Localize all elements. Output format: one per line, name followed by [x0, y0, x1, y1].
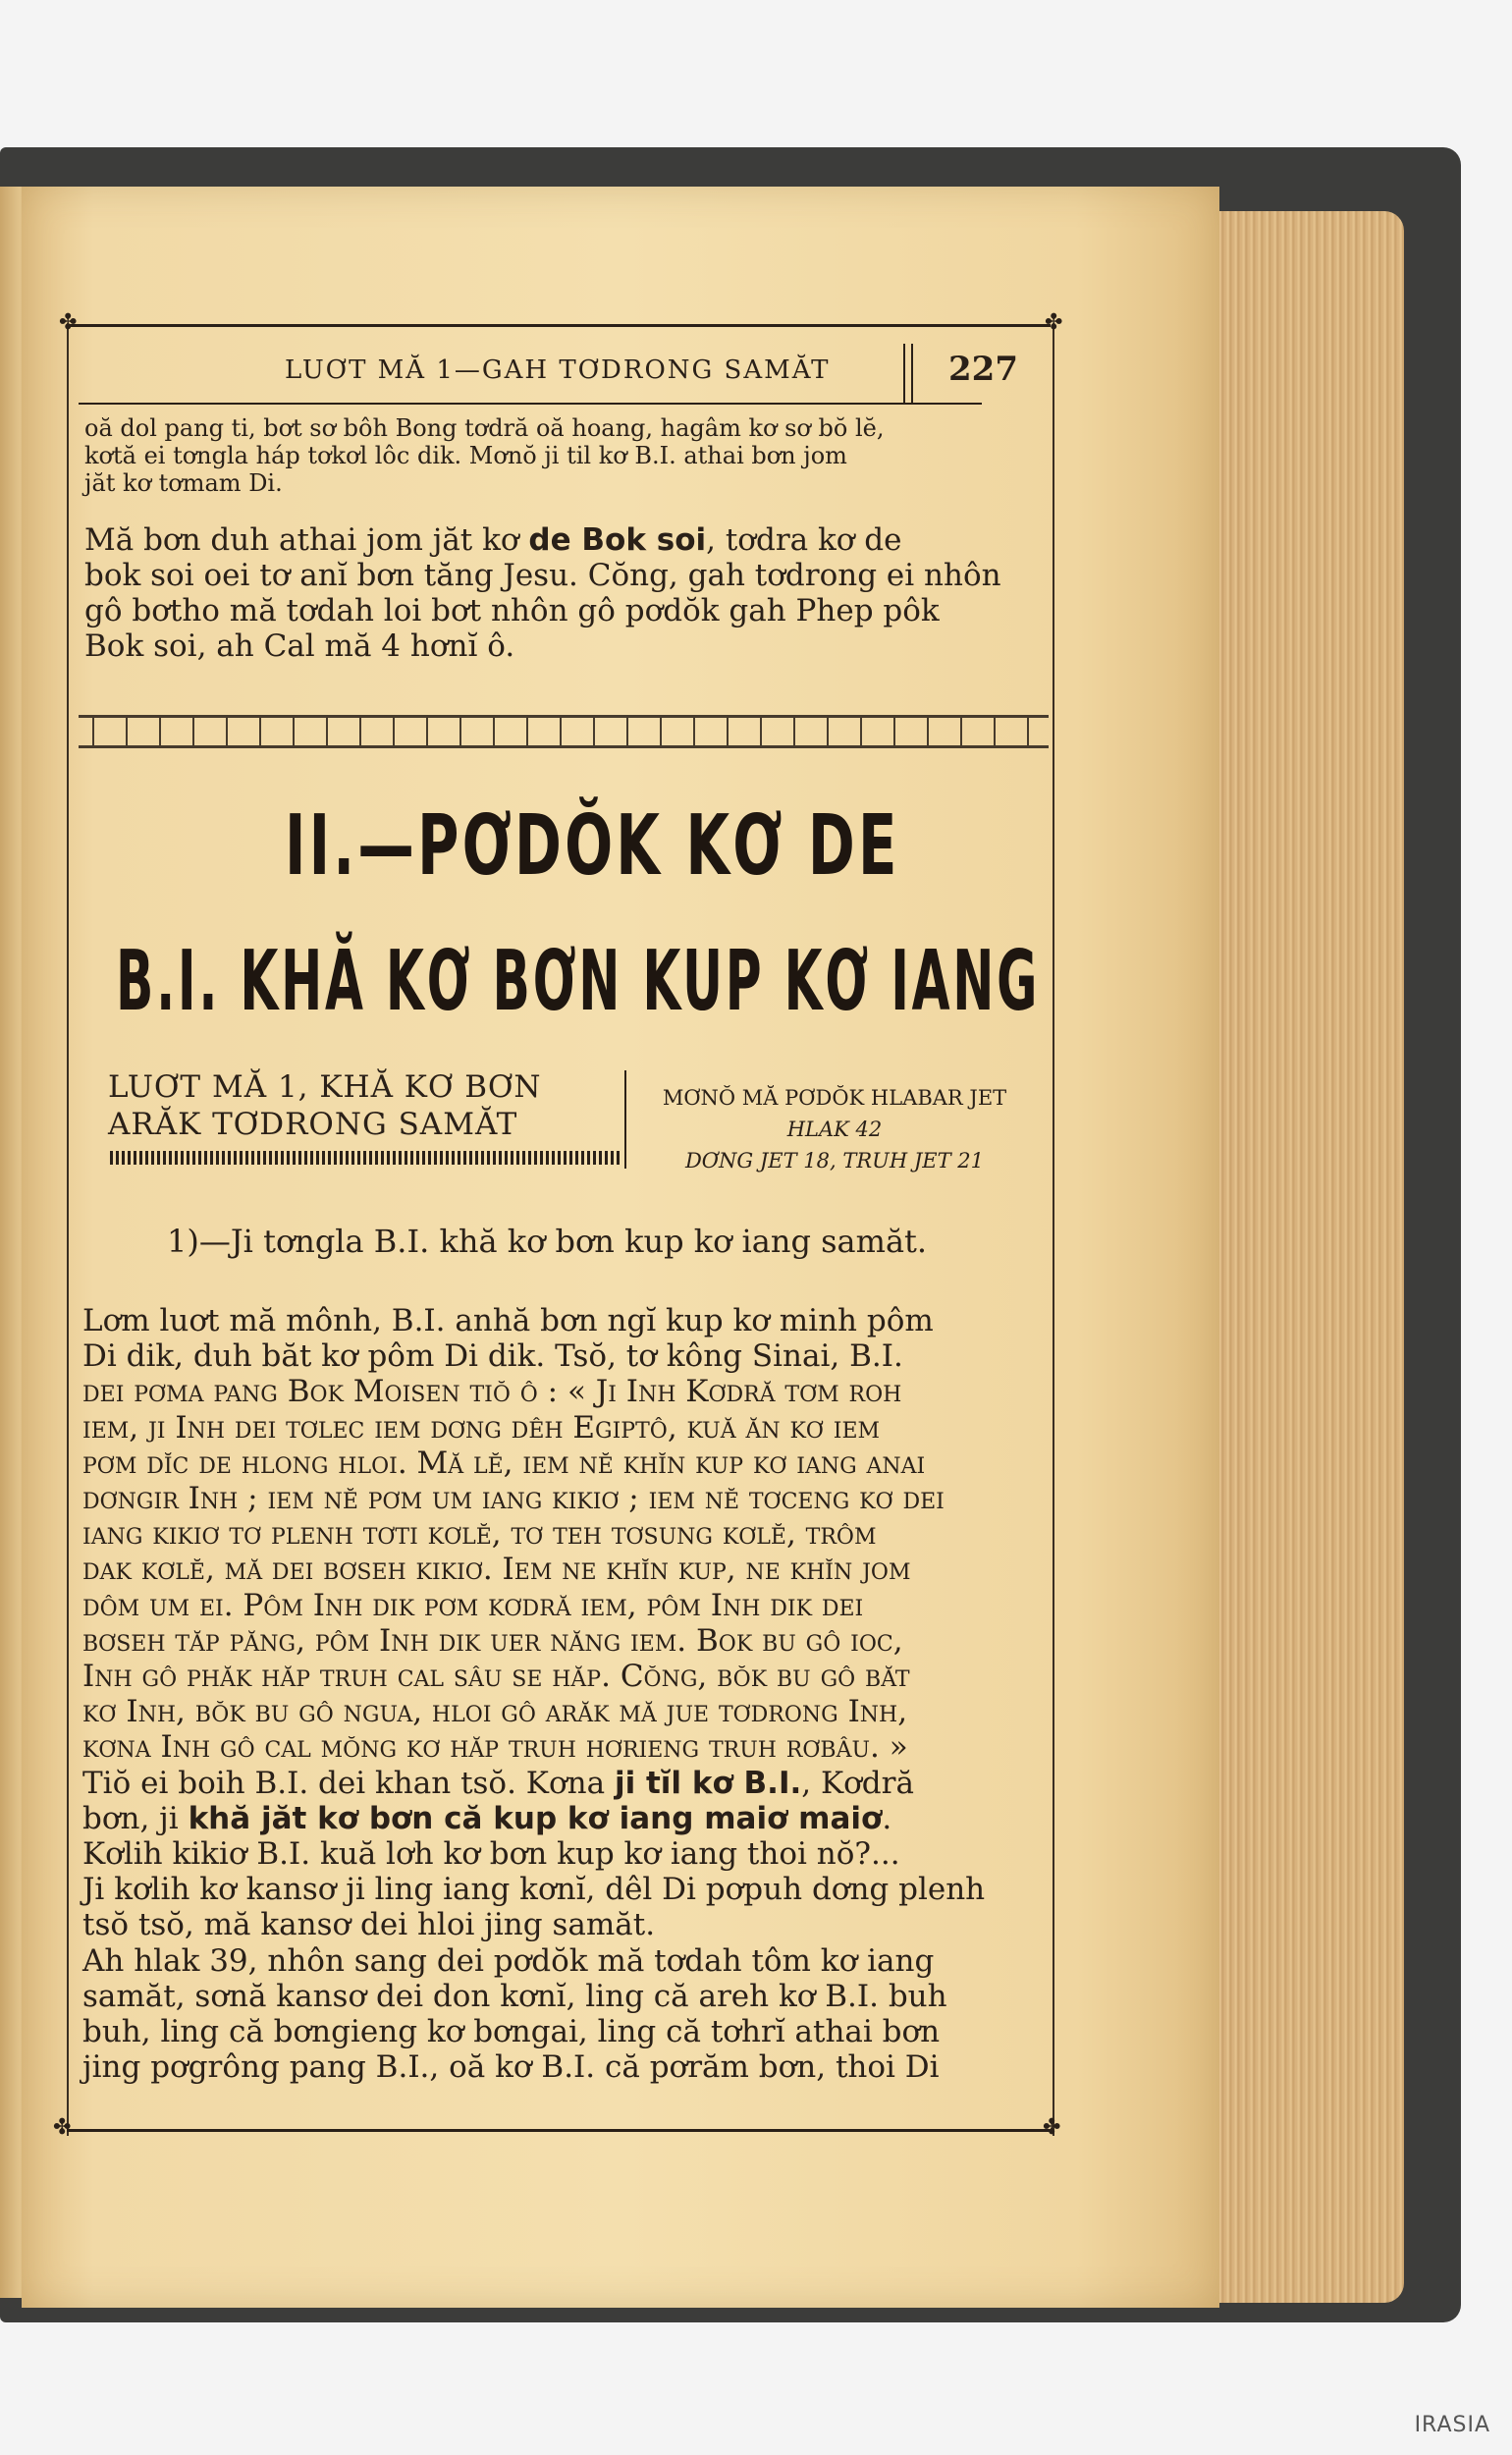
text-line: Di dik, duh băt kơ pôm Di dik. Tsŏ, tơ kông Sinai, B.I. — [82, 1338, 903, 1375]
reference-line: MƠNŎ MĂ PƠDŎK HLABAR JET — [662, 1086, 1007, 1110]
reference-line: DƠNG JET 18, TRUH JET 21 — [684, 1149, 985, 1173]
text-line: Lơm luơt mă mônh, B.I. anhă bơn ngĭ kup kơ minh pôm — [82, 1303, 934, 1338]
text-line: kơtă ei tơngla háp tơkơl lôc dik. Mơnŏ ji til kơ B.I. athai bơn jom — [84, 442, 847, 469]
chapter-line: LUƠT MĂ 1, KHĂ KƠ BƠN — [108, 1069, 542, 1105]
text-line: Kơlih kikiơ B.I. kuă lơh kơ bơn kup kơ iang thoi nŏ?... — [82, 1836, 900, 1873]
text-run: , Kơdră — [801, 1765, 914, 1801]
numbered-heading: 1)—Ji tơngla B.I. khă kơ bơn kup kơ iang samăt. — [167, 1223, 928, 1260]
decorative-band — [79, 715, 1049, 748]
text-line: oă dol pang ti, bơt sơ bôh Bong tơdră oă hoang, hagâm kơ sơ bŏ lĕ, — [84, 414, 885, 442]
text-line — [82, 1766, 985, 1801]
header-divider — [911, 344, 913, 405]
text-run: Mă bơn duh athai jom jăt kơ — [84, 522, 529, 558]
text-line: iem, ji Inh dei tơlec iem dơng dêh Egiptô, kuă ăn kơ iem — [82, 1409, 881, 1446]
frame-top-rule — [67, 324, 1051, 327]
running-head: LUƠT MĂ 1—GAH TƠDRONG SAMĂT — [285, 355, 831, 385]
text-line: Bok soi, ah Cal mă 4 hơnĭ ô. — [84, 628, 515, 664]
top-paragraph — [84, 414, 884, 497]
text-run: Tiŏ ei boih B.I. dei khan tsŏ. Kơna — [82, 1765, 615, 1801]
text-line: Ah hlak 39, nhôn sang dei pơdŏk mă tơdah tôm kơ iang — [82, 1942, 935, 1979]
scripture-reference — [638, 1082, 1031, 1176]
corner-ornament: ✤ — [1043, 2115, 1061, 2140]
text-line: dơngir Inh ; iem nĕ pơm um iang kikiơ ; iem nĕ tơceng kơ dei — [82, 1481, 945, 1517]
text-line: samăt, sơnă kansơ dei don kơnĭ, ling că areh kơ B.I. buh — [82, 1978, 947, 2014]
text-run: . — [882, 1800, 892, 1836]
corner-ornament: ✤ — [53, 2115, 72, 2140]
text-line — [82, 1801, 985, 1836]
chapter-heading — [108, 1068, 619, 1143]
text-line: Ji kơlih kơ kansơ ji ling iang kơnĭ, dêl Di pơpuh dơng plenh — [82, 1872, 986, 1908]
main-text — [82, 1303, 985, 2085]
text-line: buh, ling că bơngieng kơ bơngai, ling că tơhrĭ athai bơn — [82, 2014, 941, 2050]
bold-run: khă jăt kơ bơn că kup kơ iang maiơ maiơ — [188, 1800, 883, 1836]
text-line: dak kơlĕ, mă dei bơseh kikiơ. Iem ne khĭn kup, ne khĭn jom — [82, 1552, 911, 1588]
frame-bottom-rule — [67, 2129, 1051, 2132]
page-number: 227 — [948, 350, 1018, 389]
text-line: gô bơtho mă tơdah loi bơt nhôn gô pơdŏk gah Phep pôk — [84, 593, 940, 628]
page-edge-stack — [1217, 211, 1404, 2303]
text-line: pơm dĭc de hlong hloi. Mă lĕ, iem nĕ khĭn kup kơ iang anai — [82, 1445, 926, 1481]
text-line: iang kikiơ tơ plenh tơti kơlĕ, tơ teh tơsung kơlĕ, trôm — [82, 1516, 877, 1553]
text-line: tsŏ tsŏ, mă kansơ dei hloi jing samăt. — [82, 1907, 656, 1943]
text-line: kơna Inh gô cal mŏng kơ hăp truh hơrieng truh rơbâu. » — [82, 1729, 908, 1766]
header-underline — [79, 403, 982, 405]
text-line — [84, 522, 1001, 558]
bold-run: de Bok soi — [528, 522, 707, 558]
section-title-line2: B.I. KHĂ KƠ BƠN KUP KƠ IANG — [116, 933, 1041, 1030]
corner-ornament: ✤ — [1045, 310, 1063, 335]
text-line: dei pơma pang Bok Moisen tiŏ ô : « Ji Inh Kơdră tơm roh — [82, 1374, 902, 1410]
chapter-divider — [624, 1070, 626, 1169]
reference-line: HLAK 42 — [786, 1118, 883, 1141]
header-divider — [903, 344, 905, 405]
text-run: bơn, ji — [82, 1800, 189, 1836]
text-line: jing pơgrông pang B.I., oă kơ B.I. că pơrăm bơn, thoi Di — [82, 2049, 940, 2086]
paragraph-bok-soi — [84, 522, 1001, 664]
chapter-ornament-band — [110, 1151, 621, 1165]
text-line: kơ Inh, bŏk bu gô ngua, hloi gô arăk mă jue tơdrong Inh, — [82, 1694, 908, 1730]
text-line: jăt kơ tơmam Di. — [84, 469, 283, 497]
section-title-line1: II.—PƠDŎK KƠ DE — [285, 797, 900, 895]
watermark: IRASIA — [1414, 2413, 1490, 2437]
chapter-line: ARĂK TƠDRONG SAMĂT — [108, 1107, 518, 1142]
text-line: dôm um ei. Pôm Inh dik pơm kơdră iem, pôm Inh dik dei — [82, 1587, 864, 1623]
text-line: bok soi oei tơ anĭ bơn tăng Jesu. Cŏng, gah tơdrong ei nhôn — [84, 558, 1001, 593]
corner-ornament: ✤ — [59, 310, 78, 335]
text-line: bơseh tăp păng, pôm Inh dik uer năng iem. Bok bu gô ioc, — [82, 1622, 903, 1659]
text-run: , tơdra kơ de — [706, 522, 902, 558]
text-line: Inh gô phăk hăp truh cal sâu se hăp. Cŏng, bŏk bu gô băt — [82, 1659, 910, 1695]
bold-run: ji tĭl kơ B.I. — [614, 1765, 802, 1801]
